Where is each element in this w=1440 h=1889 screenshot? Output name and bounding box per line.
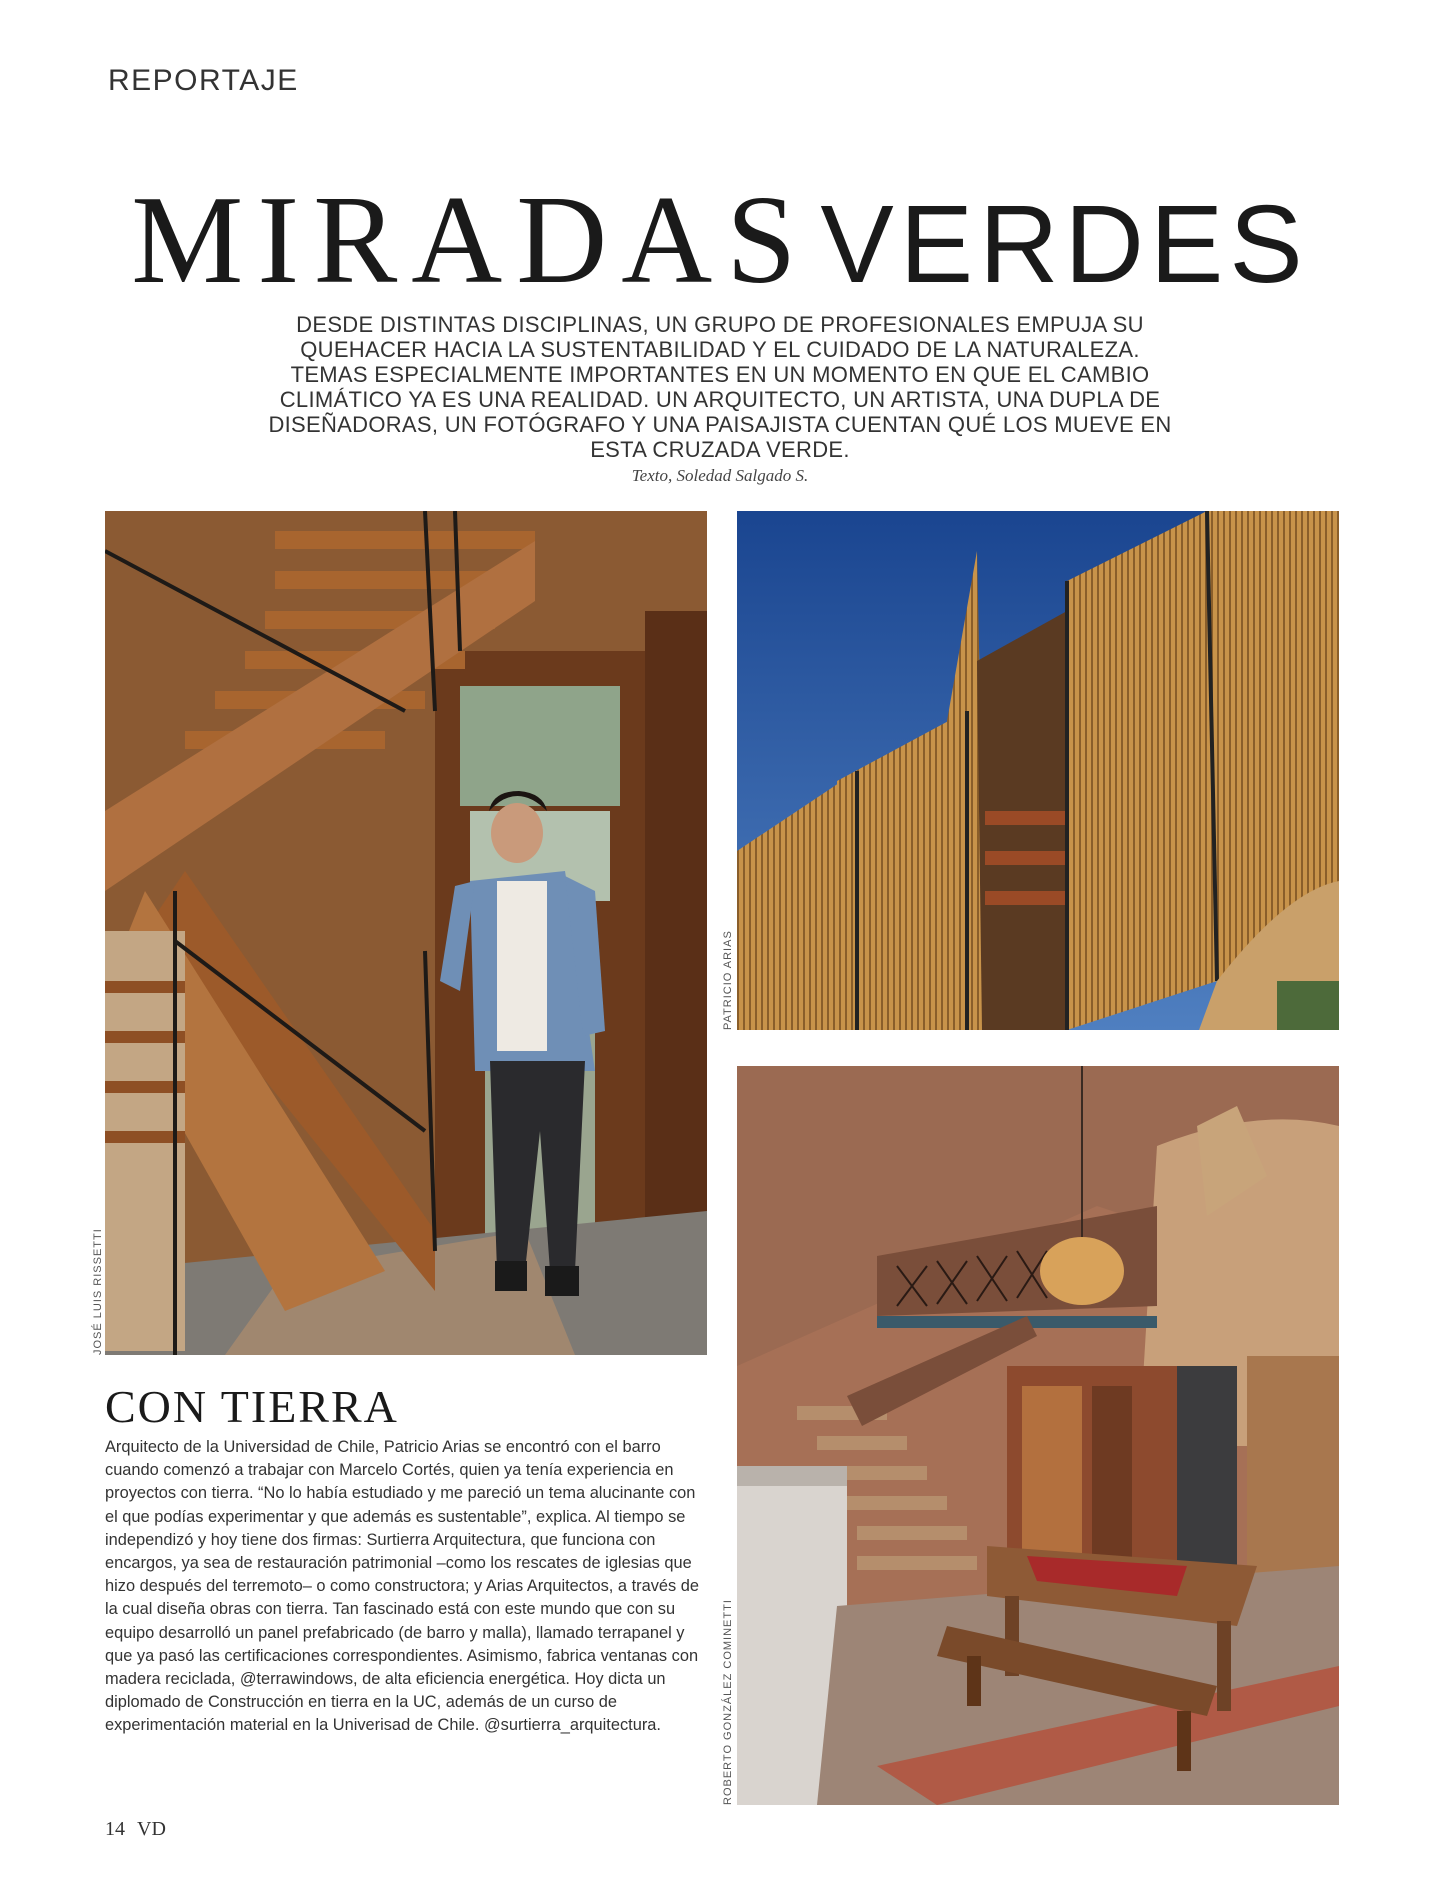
- magazine-logo: VD: [137, 1818, 166, 1840]
- headline-part-2: VERDES: [820, 183, 1309, 306]
- photo-credit-facade: PATRICIO ARIAS: [722, 930, 734, 1030]
- byline: Texto, Soledad Salgado S.: [631, 466, 809, 485]
- facade-photo: [737, 511, 1339, 1030]
- photo-credit-interior: ROBERTO GONZÁLEZ COMINETTI: [722, 1599, 734, 1805]
- deck-text: DESDE DISTINTAS DISCIPLINAS, UN GRUPO DE PROFESIONALES EMPUJA SU QUEHACER HACIA LA SUSTENTABILIDAD Y EL CUIDADO DE LA NATURALEZA. TEMAS ESPECIALMENTE IMPORTANTES EN UN MOMENTO EN QUE EL CAMBIO CLIMÁTICO YA ES UNA REALIDAD. UN ARQUITECTO, UN ARTISTA, UNA DUPLA DE DISEÑADORAS, UN FOTÓGRAFO Y UNA PAISAJISTA CUENTAN QUÉ LOS MUEVE EN ESTA CRUZADA VERDE.: [268, 312, 1172, 462]
- page-number: 14: [105, 1818, 125, 1840]
- section-title: CON TIERRA: [105, 1381, 399, 1432]
- portrait-photo: [105, 511, 707, 1355]
- photo-credit-portrait: JOSÉ LUIS RISSETTI: [92, 1228, 104, 1355]
- section-label: REPORTAJE: [108, 64, 299, 97]
- interior-photo: [737, 1066, 1339, 1805]
- headline: [0, 171, 1440, 310]
- body-text: Arquitecto de la Universidad de Chile, Patricio Arias se encontró con el barro cuando comenzó a trabajar con Marcelo Cortés, quien ya tenía experiencia en proyectos con tierra. “No lo había estudiado y me pareció un tema alucinante con el que podías experimentar y que además es sustentable”, explica. Al tiempo se independizó y hoy tiene dos firmas: Surtierra Arquitectura, que funciona con encargos, ya sea de restauración patrimonial –como los rescates de iglesias que hizo después del terremoto– o como constructora; y Arias Arquitectos, a través de la cual diseña obras con tierra. Tan fascinado está con este mundo que con su equipo desarrolló un panel prefabricado (de barro y malla), llamado terrapanel y que ya pasó las certificaciones correspondientes. Asimismo, fabrica ventanas con madera reciclada, @terrawindows, de alta eficiencia energética. Hoy dicta un diplomado de Construcción en tierra en la UC, además de un curso de experimentación material en la Univerisad de Chile. @surtierra_arquitectura.: [105, 1438, 700, 1735]
- headline-part-1: MIRADAS: [131, 171, 811, 310]
- page-footer: [105, 1818, 178, 1841]
